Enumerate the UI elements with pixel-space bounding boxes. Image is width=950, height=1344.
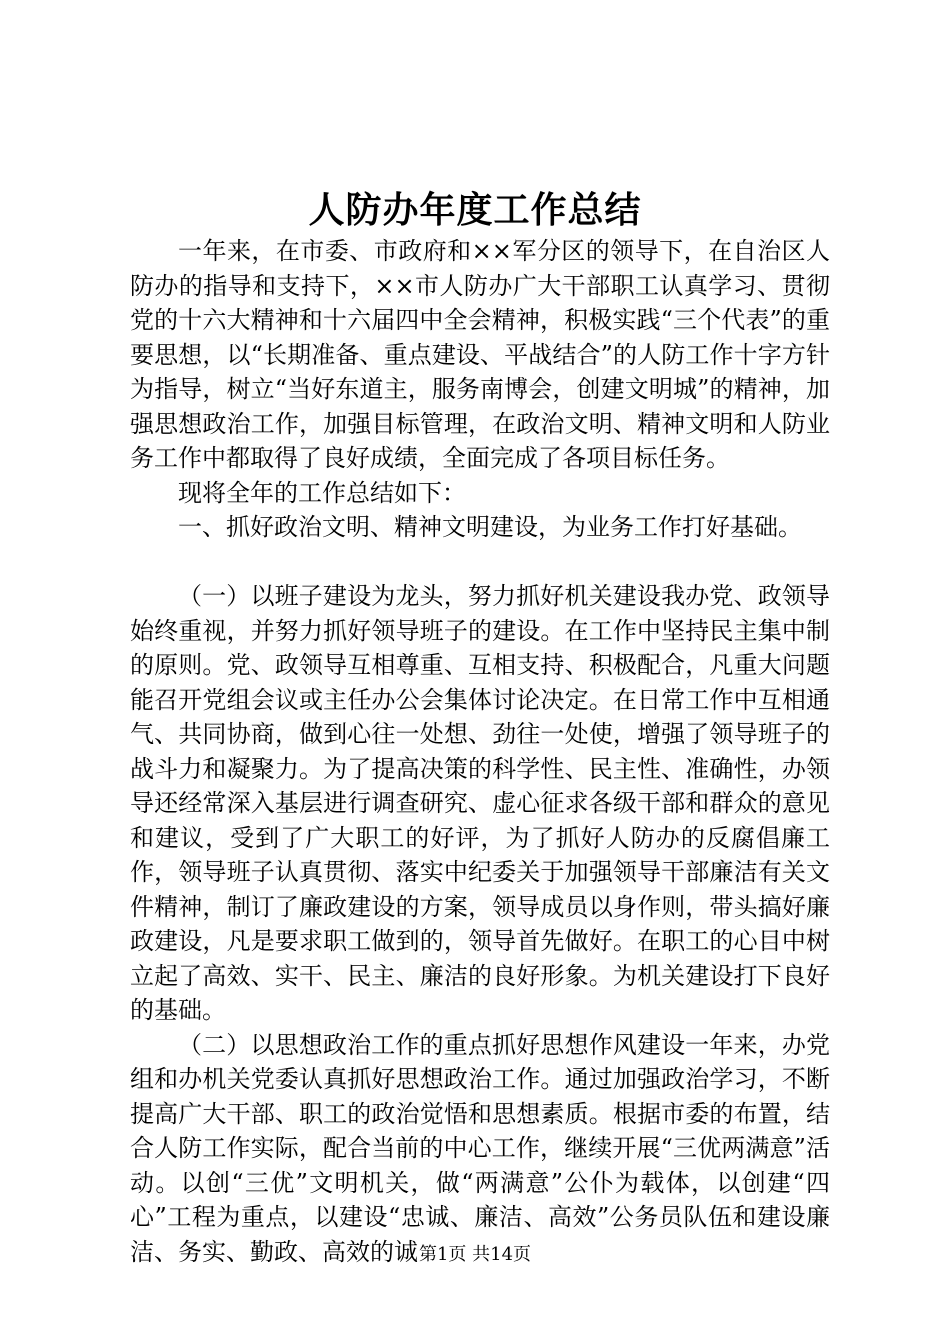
document-title: 人防办年度工作总结 [308,189,642,231]
paragraph-intro: 一年来，在市委、市政府和××军分区的领导下，在自治区人防办的指导和支持下，××市人防办广大干部职工认真学习、贯彻党的十六大精神和十六届四中全会精神，积极实践“三个代表”的重要思想，以“长期准备、重点建设、平战结合”的人防工作十字方针为指导，树立“当好东道主，服务南博会，创建文明城”的精神，加强思想政治工作，加强目标管理，在政治文明、精神文明和人防业务工作中都取得了良好成绩，全面完成了各项目标任务。 [130,237,830,472]
paragraph-summary-lead: 现将全年的工作总结如下： [178,478,466,507]
page-footer: 第1页 共14页 [418,1244,532,1265]
section-heading-1: 一、抓好政治文明、精神文明建设，为业务工作打好基础。 [178,513,802,541]
blank-line [130,545,830,580]
document-body [130,234,830,1269]
paragraph-subsection-1: （一）以班子建设为龙头，努力抓好机关建设我办党、政领导始终重视，并努力抓好领导班子的建设。在工作中坚持民主集中制的原则。党、政领导互相尊重、互相支持、积极配合，凡重大问题能召开党组会议或主任办公会集体讨论决定。在日常工作中互相通气、共同协商，做到心往一处想、劲往一处使，增强了领导班子的战斗力和凝聚力。为了提高决策的科学性、民主性、准确性，办领导还经常深入基层进行调查研究、虚心征求各级干部和群众的意见和建议，受到了广大职工的好评，为了抓好人防办的反腐倡廉工作，领导班子认真贯彻、落实中纪委关于加强领导干部廉洁有关文件精神，制订了廉政建设的方案，领导成员以身作则，带头搞好廉政建设，凡是要求职工做到的，领导首先做好。在职工的心目中树立起了高效、实干、民主、廉洁的良好形象。为机关建设打下良好的基础。 [130,582,830,1024]
paragraph-subsection-2: （二）以思想政治工作的重点抓好思想作风建设一年来，办党组和办机关党委认真抓好思想政治工作。通过加强政治学习，不断提高广大干部、职工的政治觉悟和思想素质。根据市委的布置，结合人防工作实际，配合当前的中心工作，继续开展“三优两满意”活动。以创“三优”文明机关，做“两满意”公仆为载体，以创建“四心”工程为重点，以建设“忠诚、廉洁、高效”公务员队伍和建设廉洁、务实、勤政、高效的诚 [130,1030,830,1266]
